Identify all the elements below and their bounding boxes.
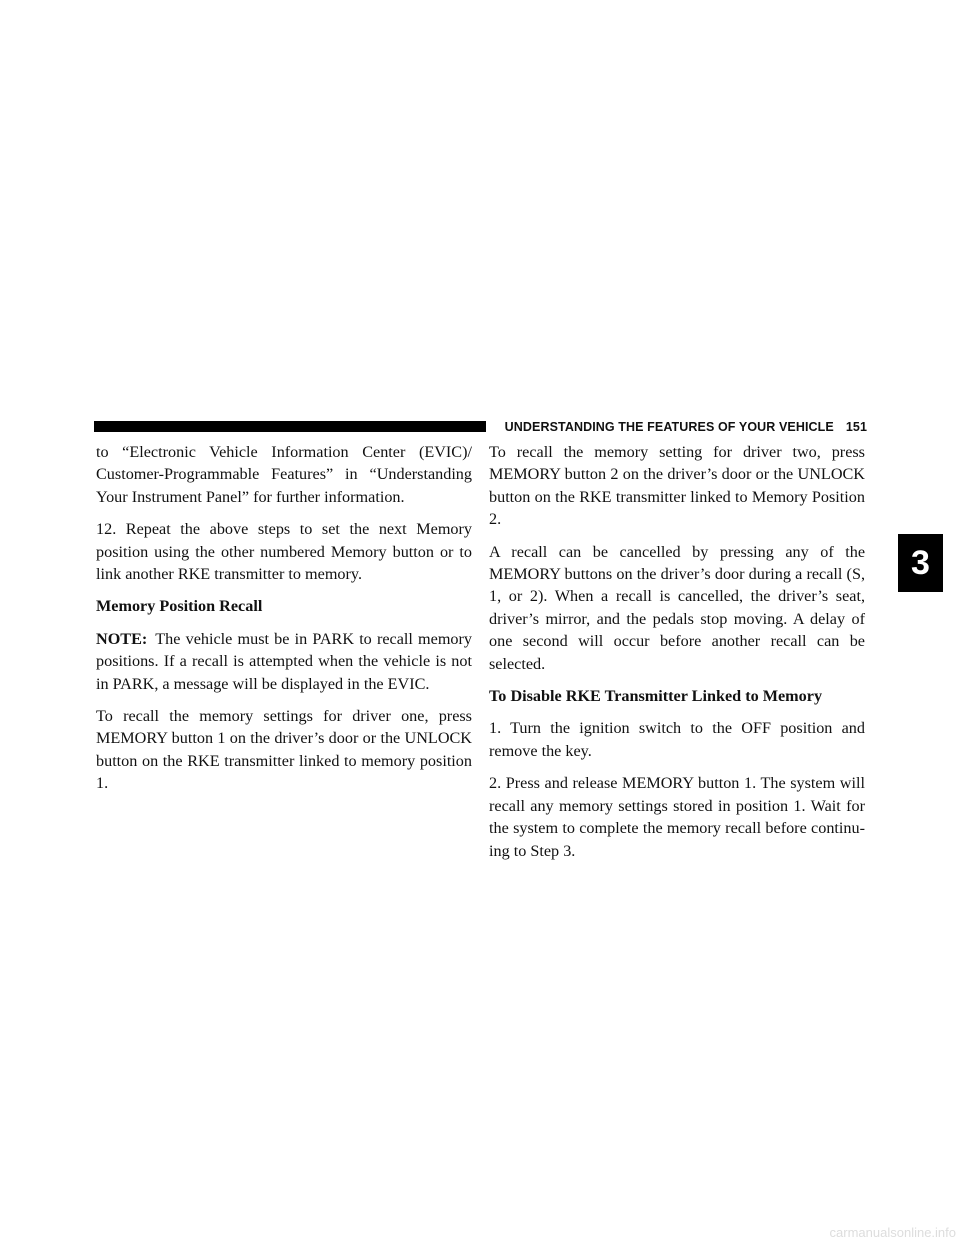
note-text: The vehicle must be in PARK to recall memory positions. If a recall is attempted when the vehicle is not in PARK, a message will be displayed in the EVIC. xyxy=(96,629,472,693)
step-item: 1. Turn the ignition switch to the OFF position and remove the key. xyxy=(489,719,865,760)
note-label: NOTE: xyxy=(96,629,148,648)
chapter-tab: 3 xyxy=(898,534,943,592)
note-paragraph xyxy=(96,628,472,695)
section-title: UNDERSTANDING THE FEATURES OF YOUR VEHICLE xyxy=(504,420,834,434)
running-header xyxy=(497,417,867,437)
paragraph: To recall the memory settings for driver one, press MEMORY button 1 on the driver’s door or the UNLOCK button on the RKE transmitter linked to memory position 1. xyxy=(96,707,472,793)
paragraph: To recall the memory setting for driver two, press MEMORY button 2 on the driver’s door or the UNLOCK button on the RKE transmitter linked to Memory Position 2. xyxy=(489,443,865,529)
paragraph: 12. Repeat the above steps to set the next Memory position using the other numbered Memory button or to link another RKE transmitter to memory. xyxy=(96,520,472,584)
header-rule xyxy=(94,421,486,432)
page-number: 151 xyxy=(845,420,867,434)
section-heading: Memory Position Recall xyxy=(96,597,263,616)
paragraph: to “Electronic Vehicle Information Center (EVIC)/ Customer-Programmable Features” in “Understanding Your Instrument Panel” for further information. xyxy=(96,443,472,506)
step-item: 2. Press and release MEMORY button 1. The system will recall any memory settings stored in position 1. Wait for the system to complete the memory recall before continu- ing to Step 3. xyxy=(489,774,865,860)
left-column xyxy=(96,441,472,805)
right-column xyxy=(489,441,865,872)
paragraph: A recall can be cancelled by pressing any of the MEMORY buttons on the driver’s door during a recall (S, 1, or 2). When a recall is cancelled, the driver’s seat, driver’s mirror, and the pedals stop moving. A delay of one second will occur before another recall can be selected. xyxy=(489,542,865,673)
section-heading: To Disable RKE Transmitter Linked to Memory xyxy=(489,687,823,706)
watermark: carmanualsonline.info xyxy=(829,1225,956,1240)
